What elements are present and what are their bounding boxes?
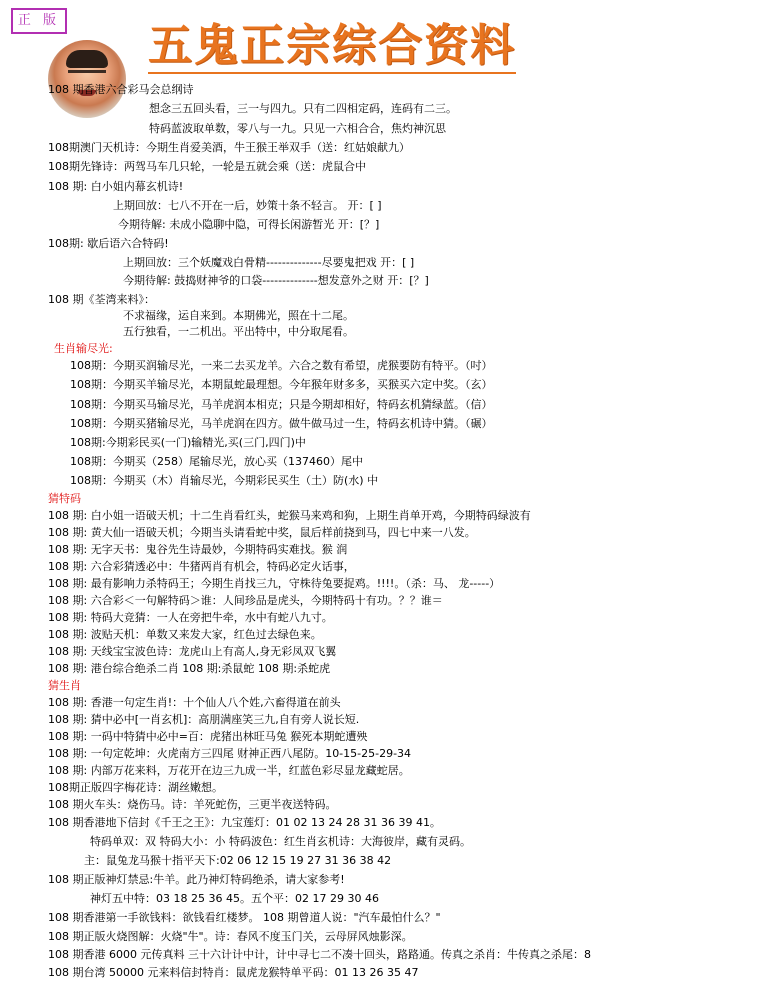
text-line: 108 期火车头：烧伤马。诗：羊死蛇伤，三更半夜送特码。	[48, 798, 337, 811]
text-line: 108 期: 特码大竞猜：一人在旁把牛牵，水中有蛇八九寸。	[48, 611, 333, 624]
text-line: 108期:今期彩民买(一门)输精光,买(三门,四门)中	[70, 436, 306, 449]
text-line: 108 期: 白小姐内幕玄机诗!	[48, 180, 184, 193]
text-line: 108期：今期买（258）尾输尽光，放心买（137460）尾中	[70, 455, 363, 468]
text-line: 今期待解: 未成小隐聊中隐，可得长闲游暂光 开：[？]	[118, 218, 380, 231]
text-line: 108 期: 一句定乾坤：火虎南方三四尾 财神正西八尾防。10-15-25-29-34	[48, 747, 412, 760]
text-line: 108 期《荃湾来料》：	[48, 293, 155, 306]
text-line: 108 期: 内部万花来料，万花开在边三九成一半，红蓝色彩尽显龙藏蛇居。	[48, 764, 410, 777]
text-line: 108 期: 最有影响力杀特码王；今期生肖找三九，守株待兔要捉鸡。!!!!。（杀：马、 龙-----）	[48, 577, 501, 590]
poem-heading: 108 期香港六合彩马会总纲诗	[48, 83, 194, 96]
text-line: 108期：今期买（木）肖输尽光，今期彩民买生（土）防(水) 中	[70, 474, 379, 487]
poem-line: 特码蓝波取单数，零八与一九。只见一六相合合，焦灼神沉思	[149, 122, 446, 135]
text-line: 上期回放：七八不开在一后，妙策十条不轻言。 开：[ ]	[113, 199, 382, 212]
text-line: 不求福缘，运自来到。本期佛光，照在十二尾。	[123, 309, 354, 322]
text-line: 108 期: 六合彩猜透必中：牛猪两肖有机会，特码必定火话事，	[48, 560, 355, 573]
text-line: 108 期台湾 50000 元来料信封特肖：鼠虎龙猴特单平码：01 13 26 35 47	[48, 966, 419, 979]
text-line: 108期: 歇后语六合特码!	[48, 237, 169, 250]
text-line: 特码单双：双 特码大小：小 特码波色：红生肖玄机诗：大海彼岸，藏有灵码。	[90, 835, 471, 848]
text-line: 108 期: 天线宝宝波色诗：龙虎山上有高人,身无彩凤双飞翼	[48, 645, 337, 658]
text-line: 108期：今期买羊输尽光，本期鼠蛇最理想。今年猴年财多多，买猴买六定中奖。（玄）	[70, 378, 493, 391]
text-line: 108 期: 猜中必中[一肖玄机]：高朋满座笑三九,自有旁人说长短.	[48, 713, 360, 726]
avatar-glasses	[68, 70, 106, 81]
text-line: 108 期正版神灯禁忌:牛羊。此乃神灯特码绝杀，请大家参考!	[48, 873, 345, 886]
text-line: 108 期: 一码中特猜中必中=百：虎猪出林旺马兔 猴死本期蛇遭殃	[48, 730, 368, 743]
text-line: 神灯五中特：03 18 25 36 45。五个平：02 17 29 30 46	[90, 892, 379, 905]
text-line: 主：鼠兔龙马猴十指平天下:02 06 12 15 19 27 31 36 38 42	[84, 854, 392, 867]
text-line: 上期回放：三个妖魔戏白骨精--------------尽要鬼把戏 开：[ ]	[123, 256, 415, 269]
text-line: 108 期: 黄大仙一语破天机；今期当头请看蛇中奖，鼠后样前挠到马，四七中来一八发。	[48, 526, 476, 539]
text-line: 108 期香港地下信封《千王之王》：九宝莲灯：01 02 13 24 28 31 36 39 41。	[48, 816, 441, 829]
section-heading: 猜生肖	[48, 679, 81, 692]
text-line: 108 期: 波贴天机：单数又来发大家，红色过去绿色来。	[48, 628, 322, 641]
avatar-hair	[66, 50, 108, 68]
text-line: 108 期香港 6000 元传真料 三十六计计中计，计中寻七二不凑十回头，路路通。传真之杀肖：牛传真之杀尾：8	[48, 948, 591, 961]
text-line: 108期：今期买马输尽光，马羊虎润本相克；只是今期却相好，特码玄机猜绿蓝。（信）	[70, 398, 493, 411]
text-line: 108 期: 香港一句定生肖!：十个仙人八个姓,六畜得道在前头	[48, 696, 341, 709]
text-line: 108 期: 无字天书：鬼谷先生诗最妙，今期特码实难找。猴 润	[48, 543, 348, 556]
text-line: 108 期: 六合彩＜一句解特码＞谁：人间珍品是虎头，今期特码十有功。？？谁＝	[48, 594, 443, 607]
text-line: 108 期: 白小姐一语破天机；十二生肖看红头，蛇猴马来鸡和狗，上期生肖单开鸡，今期特码绿波有	[48, 509, 531, 522]
text-line: 108期：今期买猪输尽光，马羊虎润在四方。做牛做马过一生，特码玄机诗中猜。（碾）	[70, 417, 493, 430]
authentic-badge: 正 版	[11, 8, 67, 34]
page-title: 五鬼正宗综合资料	[148, 20, 516, 74]
text-line: 108期正版四字梅花诗：湖丝嫩想。	[48, 781, 223, 794]
poem-line: 想念三五回头看，三一与四九。只有二四相定码，连码有二三。	[149, 102, 457, 115]
avatar	[48, 40, 126, 118]
text-line: 108期先锋诗：两驾马车几只轮，一轮是五就会乘（送：虎鼠合中	[48, 160, 366, 173]
text-line: 108期：今期买润输尽光，一来二去买龙羊。六合之数有希望，虎猴要防有特平。（吋）	[70, 359, 493, 372]
section-heading: 猜特码	[48, 492, 81, 505]
text-line: 108 期: 港台综合绝杀二肖 108 期:杀鼠蛇 108 期:杀蛇虎	[48, 662, 331, 675]
text-line: 五行独看，一二机出。平出特中，中分取尾看。	[123, 325, 354, 338]
text-line: 108期澳门天机诗：今期生肖爱美酒，牛王猴王举双手（送：红姑娘献九）	[48, 141, 410, 154]
text-line: 108 期正版火烧图解：火烧"牛"。诗：春风不度玉门关，云母屏风烛影深。	[48, 930, 413, 943]
section-heading: 生肖输尽光:	[54, 342, 113, 355]
text-line: 今期待解: 鼓捣财神爷的口袋--------------想发意外之财 开：[？]	[123, 274, 429, 287]
text-line: 108 期香港第一手欲钱料：欲钱看红楼梦。 108 期曾道人说："汽车最怕什么？"	[48, 911, 441, 924]
